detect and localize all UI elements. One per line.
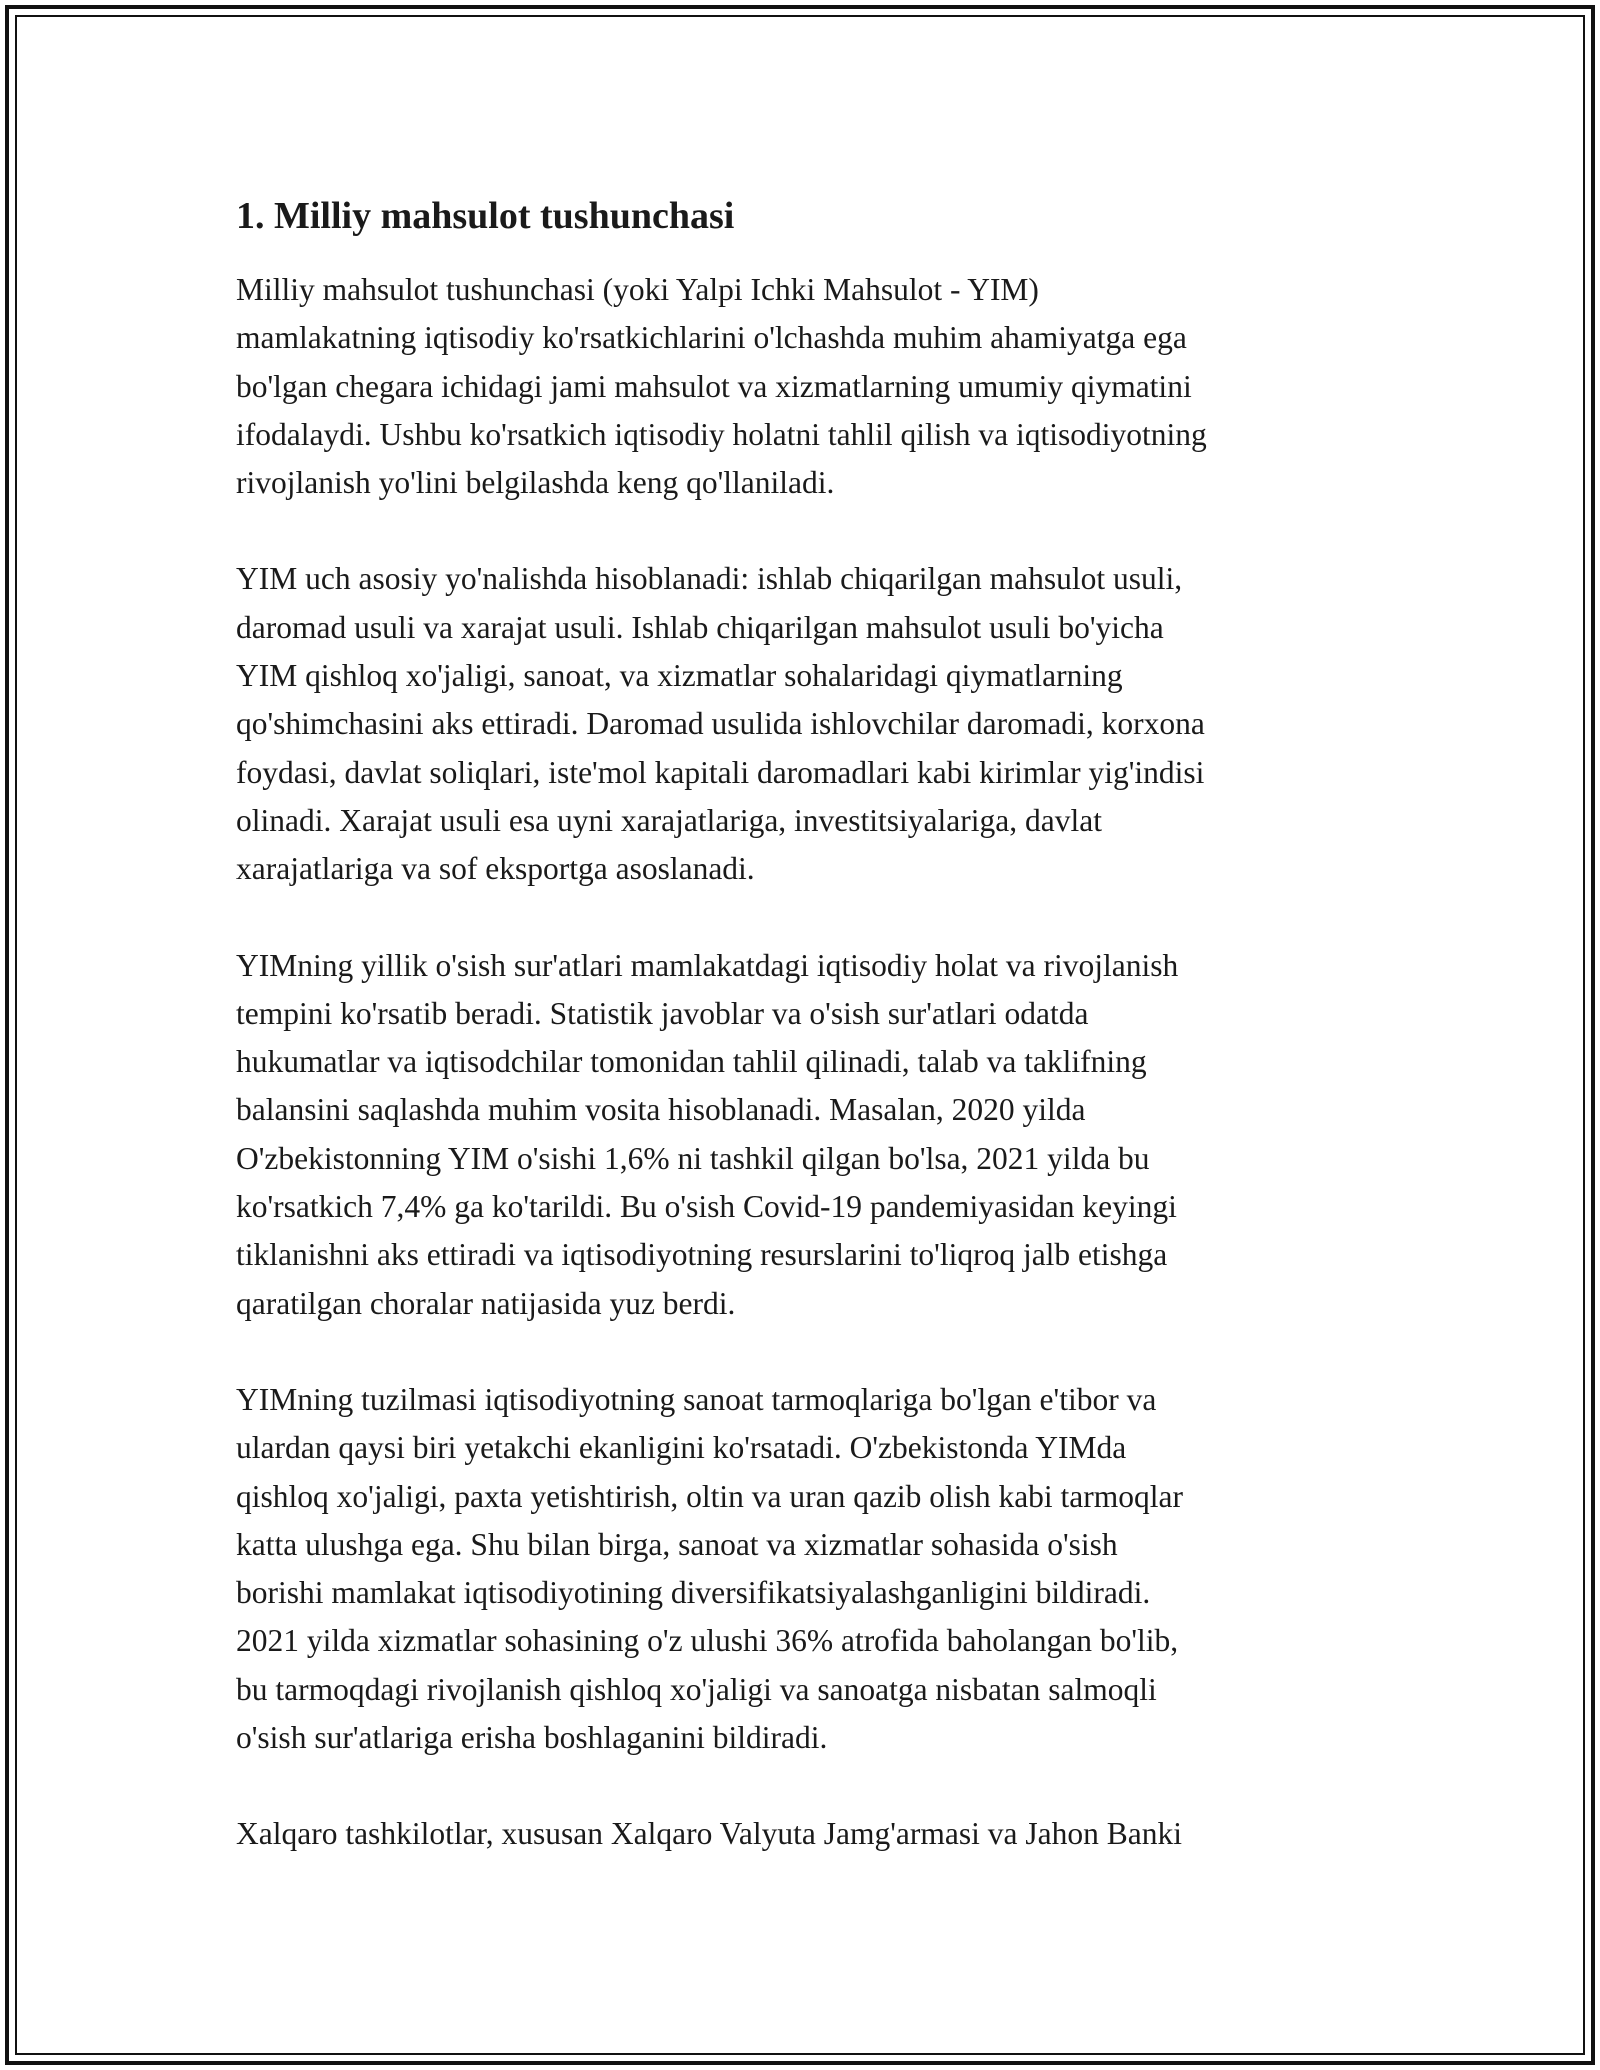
section-heading: 1. Milliy mahsulot tushunchasi <box>236 195 735 237</box>
paragraph-structure: YIMning tuzilmasi iqtisodiyotning sanoat tarmoqlariga bo'lgan e'tibor va ulardan qaysi biri yetakchi ekanligini ko'rsatadi. O'zbekistonda YIMda qishloq xo'jaligi, paxta yetishtirish, oltin va uran qazib olish kabi tarmoqlar katta ulushga ega. Shu bilan birga, sanoat va xizmatlar sohasida o'sish borishi mamlakat iqtisodiyotining diversifikatsiyalashganligini bildiradi. 2021 yilda xizmatlar sohasining o'z ulushi 36% atrofida baholangan bo'lib, bu tarmoqdagi rivojlanish qishloq xo'jaligi va sanoatga nisbatan salmoqli o'sish sur'atlariga erisha boshlaganini bildiradi. <box>236 1381 1183 1756</box>
paragraph-calculation-methods: YIM uch asosiy yo'nalishda hisoblanadi: ishlab chiqarilgan mahsulot usuli, daromad usuli va xarajat usuli. Ishlab chiqarilgan mahsulot usuli bo'yicha YIM qishloq xo'jaligi, sanoat, va xizmatlar sohalaridagi qiymatlarning qo'shimchasini aks ettiradi. Daromad usulida ishlovchilar daromadi, korxona foydasi, davlat soliqlari, iste'mol kapitali daromadlari kabi kirimlar yig'indisi olinadi. Xarajat usuli esa uyni xarajatlariga, investitsiyalariga, davlat xarajatlariga va sof eksportga asoslanadi. <box>236 561 1205 887</box>
paragraph-definition: Milliy mahsulot tushunchasi (yoki Yalpi Ichki Mahsulot - YIM) mamlakatning iqtisodiy ko'rsatkichlarini o'lchashda muhim ahamiyatga ega bo'lgan chegara ichidagi jami mahsulot va xizmatlarning umumiy qiymatini ifodalaydi. Ushbu ko'rsatkich iqtisodiy holatni tahlil qilish va iqtisodiyotning rivojlanish yo'lini belgilashda keng qo'llaniladi. <box>236 272 1207 501</box>
paragraph-international-organizations: Xalqaro tashkilotlar, xususan Xalqaro Valyuta Jamg'armasi va Jahon Banki <box>236 1816 1182 1852</box>
paragraph-growth-rates: YIMning yillik o'sish sur'atlari mamlakatdagi iqtisodiy holat va rivojlanish tempini ko'rsatib beradi. Statistik javoblar va o'sish sur'atlari odatda hukumatlar va iqtisodchilar tomonidan tahlil qilinadi, talab va taklifning balansini saqlashda muhim vosita hisoblanadi. Masalan, 2020 yilda O'zbekistonning YIM o'sishi 1,6% ni tashkil qilgan bo'lsa, 2021 yilda bu ko'rsatkich 7,4% ga ko'tarildi. Bu o'sish Covid-19 pandemiyasidan keyingi tiklanishni aks ettiradi va iqtisodiyotning resurslarini to'liqroq jalb etishga qaratilgan choralar natijasida yuz berdi. <box>236 947 1179 1321</box>
document-body <box>236 188 1386 1907</box>
